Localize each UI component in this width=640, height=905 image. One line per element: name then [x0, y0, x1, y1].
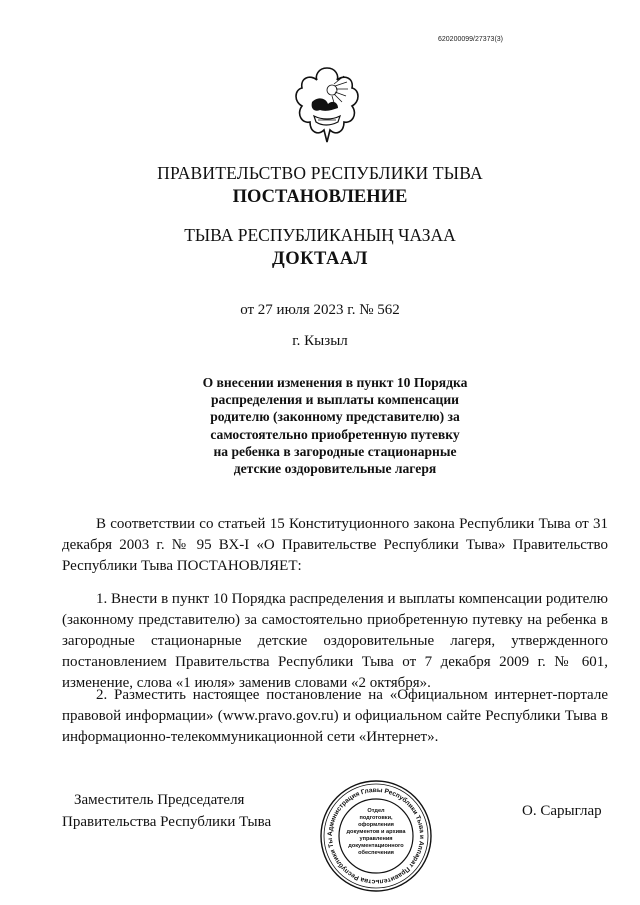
document-city: г. Кызыл [292, 333, 348, 349]
document-date-number: от 27 июля 2023 г. № 562 [240, 302, 400, 318]
item-2-paragraph: 2. Разместить настоящее постановление на «Официальном интернет-портале правовой информации» (www.pravo.gov.ru) и официальном сайте Республики Тыва в информационно-телекоммуникационной сети «Интернет». [62, 687, 608, 745]
subject-line: родителю (законному представителю) за [210, 409, 460, 425]
signatory-position-line-2: Правительства Республики Тыва [62, 814, 272, 830]
official-stamp [313, 778, 439, 894]
tuva-emblem-icon [292, 62, 362, 152]
subject-line: детские оздоровительные лагеря [233, 461, 437, 477]
stamp-center-line: документационного [348, 843, 404, 849]
document-type-tyva: ДОКТААЛ [272, 249, 368, 269]
document-type-ru: ПОСТАНОВЛЕНИЕ [232, 187, 408, 207]
document-subject [175, 374, 495, 477]
item-1-paragraph: 1. Внести в пункт 10 Порядка распределения и выплаты компенсации родителю (законному представителю) за самостоятельно приобретенную путевку на ребенка в загородные стационарные детские оздоровительные лагеря, утвержденного постановлением Правительства Республики Тыва от 7 декабря 2009 г. № 601, изменение, слова «1 июля» заменив словами «2 октября». [62, 591, 608, 691]
stamp-center-line: управления [359, 836, 393, 842]
stamp-ring-text: Администрация Главы Республики Тыва и Аппарат Правительства Республики Ты [326, 786, 426, 886]
signatory-name: О. Сарыглар [522, 803, 602, 819]
stamp-center-line: Отдел [367, 808, 385, 814]
government-name-tyva: ТЫВА РЕСПУБЛИКАНЫҢ ЧАЗАА [184, 225, 456, 245]
stamp-center-line: обеспечения [358, 850, 394, 856]
stamp-center-line: оформления [358, 822, 394, 828]
signatory-position [62, 789, 271, 833]
document-code: 620200099/27373(3) [438, 36, 504, 43]
subject-line: самостоятельно приобретенную путевку [210, 426, 460, 442]
government-name-ru: ПРАВИТЕЛЬСТВО РЕСПУБЛИКИ ТЫВА [157, 163, 483, 183]
stamp-center-line: документов и архива [346, 829, 406, 835]
subject-line: О внесении изменения в пункт 10 Порядка [202, 375, 468, 390]
preamble-paragraph: В соответствии со статьей 15 Конституционного закона Республики Тыва от 31 декабря 2003 г. № 95 ВХ-I «О Правительстве Республики Тыва» Правительство Республики Тыва ПОСТАНОВЛЯЕТ: [62, 516, 608, 574]
stamp-center-line: подготовки, [359, 815, 393, 821]
subject-line: распределения и выплаты компенсации [210, 392, 460, 408]
signatory-position-line-1: Заместитель Председателя [74, 792, 245, 808]
subject-line: на ребенка в загородные стационарные [213, 443, 457, 459]
